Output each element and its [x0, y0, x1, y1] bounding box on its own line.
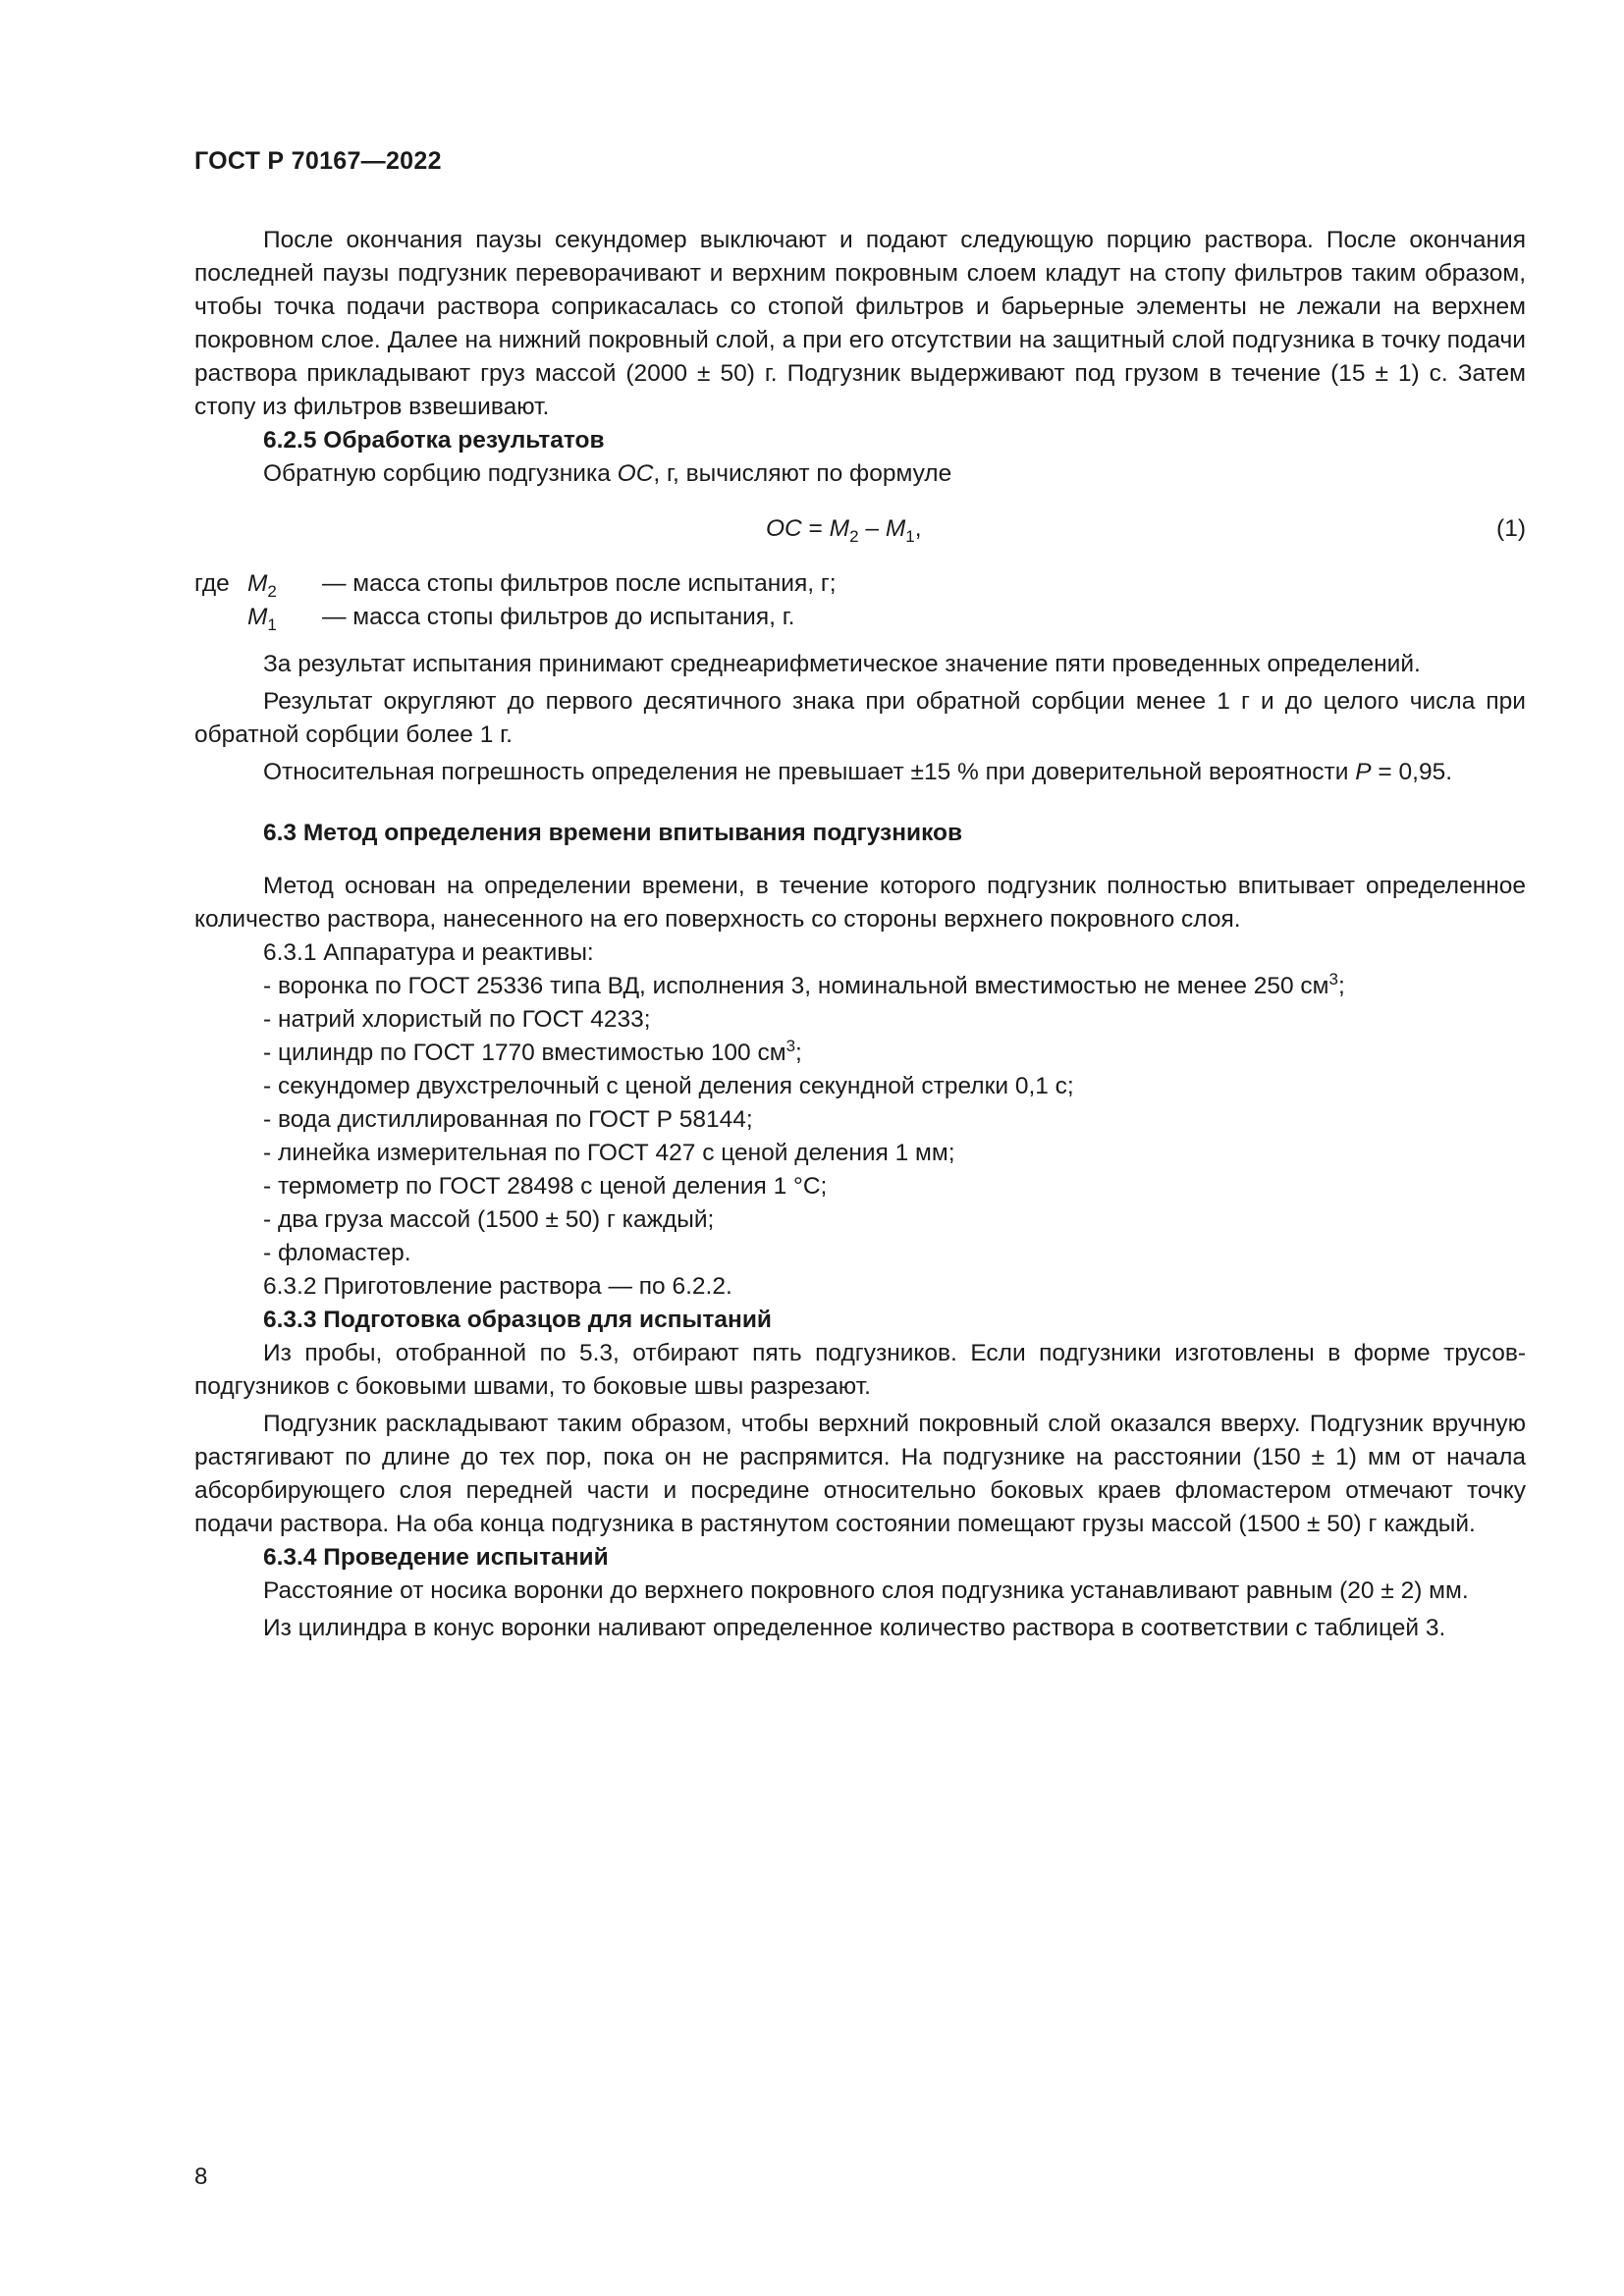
page-number: 8 — [194, 2163, 208, 2190]
formula-comma: , — [914, 515, 922, 542]
cylinder-text-end: ; — [795, 1040, 802, 1066]
funnel-text-end: ; — [1338, 973, 1345, 999]
formula-intro-text: Обратную сорбцию подгузника — [263, 460, 618, 487]
paragraph-funnel-distance: Расстояние от носика воронки до верхнего покровного слоя подгузника устанавливают равным (20 ± 2) мм. — [263, 1577, 1469, 1604]
standard-designation: ГОСТ Р 70167—2022 — [194, 147, 442, 175]
where-m2-subscript: 2 — [267, 581, 277, 601]
formula-number: (1) — [1496, 515, 1526, 542]
section-heading-6-3-1: 6.3.1 Аппаратура и реактивы: — [263, 939, 594, 966]
where-m2-description: — масса стопы фильтров после испытания, г; — [322, 570, 837, 597]
probability-value: = 0,95. — [1371, 759, 1453, 785]
funnel-unit-superscript: 3 — [1328, 969, 1338, 988]
paragraph-formula-intro — [194, 457, 1526, 491]
formula-m2-subscript: 2 — [849, 526, 859, 546]
where-m1-description: — масса стопы фильтров до испытания, г. — [322, 604, 795, 630]
section-heading-6-2-5: 6.2.5 Обработка результатов — [263, 427, 605, 454]
relative-error-text: Относительная погрешность определения не превышает ±15 % при доверительной вероятности — [263, 759, 1356, 785]
list-item-cylinder — [194, 1037, 1526, 1070]
where-m1-letter: М — [247, 604, 268, 630]
formula-equals: = — [801, 515, 830, 542]
section-heading-6-3-3: 6.3.3 Подготовка образцов для испытаний — [263, 1307, 772, 1333]
formula-expression — [766, 512, 922, 546]
list-item-thermometer: - термометр по ГОСТ 28498 с ценой деления 1 °С; — [263, 1173, 828, 1200]
paragraph-solution-pouring: Из цилиндра в конус воронки наливают определенное количество раствора в соответствии с таблицей 3. — [263, 1615, 1446, 1641]
section-heading-6-3: 6.3 Метод определения времени впитывания подгузников — [263, 820, 963, 846]
paragraph-sample-preparation: Подгузник раскладывают таким образом, чтобы верхний покровный слой оказался вверху. Подгузник вручную растягивают по длине до тех пор, пока он не распрямится. На подгузнике на расстоянии (150 ± 1) мм от начала абсорбирующего слоя передней части и посредине относительно боковых краев фломастером отмечают точку подачи раствора. На оба конца подгузника в растянутом состоянии помещают грузы массой (1500 ± 50) г каждый. — [194, 1411, 1526, 1537]
paragraph-relative-error — [194, 756, 1526, 789]
formula-intro-symbol: ОС — [617, 460, 654, 487]
list-item-marker: - фломастер. — [263, 1240, 411, 1266]
paragraph-rounding: Результат округляют до первого десятичного знака при обратной сорбции менее 1 г и до целого числа при обратной сорбции более 1 г. — [194, 688, 1526, 748]
list-item-sodium-chloride: - натрий хлористый по ГОСТ 4233; — [263, 1006, 651, 1033]
list-item-weights: - два груза массой (1500 ± 50) г каждый; — [263, 1206, 715, 1233]
probability-symbol: Р — [1355, 759, 1372, 785]
where-word: где — [194, 570, 230, 597]
where-m1-line — [194, 601, 1526, 634]
list-item-funnel — [194, 970, 1526, 1003]
formula-lhs: ОС — [766, 515, 802, 542]
list-item-stopwatch: - секундомер двухстрелочный с ценой деления секундной стрелки 0,1 с; — [263, 1073, 1074, 1099]
paragraph-sample-selection: Из пробы, отобранной по 5.3, отбирают пять подгузников. Если подгузники изготовлены в форме трусов-подгузников с боковыми швами, то боковые швы разрезают. — [194, 1340, 1526, 1400]
cylinder-text: - цилиндр по ГОСТ 1770 вместимостью 100 см — [263, 1040, 786, 1066]
formula-minus: – — [858, 515, 886, 542]
funnel-text: - воронка по ГОСТ 25336 типа ВД, исполнения 3, номинальной вместимостью не менее 250 см — [263, 973, 1329, 999]
where-m1-symbol — [247, 601, 277, 634]
list-item-distilled-water: - вода дистиллированная по ГОСТ Р 58144; — [263, 1106, 753, 1133]
where-m1-subscript: 1 — [267, 614, 277, 634]
section-heading-6-3-4: 6.3.4 Проведение испытаний — [263, 1544, 609, 1571]
document-body — [194, 224, 1526, 1645]
formula-m1-subscript: 1 — [905, 526, 915, 546]
formula-intro-text-end: , г, вычисляют по формуле — [653, 460, 952, 487]
where-m2-letter: М — [247, 570, 268, 597]
paragraph-method-basis: Метод основан на определении времени, в течение которого подгузник полностью впитывает определенное количество раствора, нанесенного на его поверхность со стороны верхнего покровного слоя. — [194, 873, 1526, 933]
formula-m2-symbol: М — [829, 515, 850, 542]
formula-block — [194, 512, 1526, 546]
where-m2-symbol — [247, 567, 277, 601]
section-6-3-2-solution: 6.3.2 Приготовление раствора — по 6.2.2. — [263, 1273, 732, 1300]
cylinder-unit-superscript: 3 — [785, 1036, 796, 1055]
paragraph-result-definition: За результат испытания принимают среднеарифметическое значение пяти проведенных определений. — [263, 651, 1421, 677]
paragraph-test-procedure-end: После окончания паузы секундомер выключают и подают следующую порцию раствора. После окончания последней паузы подгузник переворачивают и верхним покровным слоем кладут на стопу фильтров таким образом, чтобы точка подачи раствора соприкасалась со стопой фильтров и барьерные элементы не лежали на верхнем покровном слое. Далее на нижний покровный слой, а при его отсутствии на защитный слой подгузника в точку подачи раствора прикладывают груз массой (2000 ± 50) г. Подгузник выдерживают под грузом в течение (15 ± 1) с. Затем стопу из фильтров взвешивают. — [194, 227, 1526, 420]
formula-m1-symbol: М — [885, 515, 906, 542]
where-m2-line — [194, 567, 1526, 601]
list-item-ruler: - линейка измерительная по ГОСТ 427 с ценой деления 1 мм; — [263, 1140, 955, 1166]
